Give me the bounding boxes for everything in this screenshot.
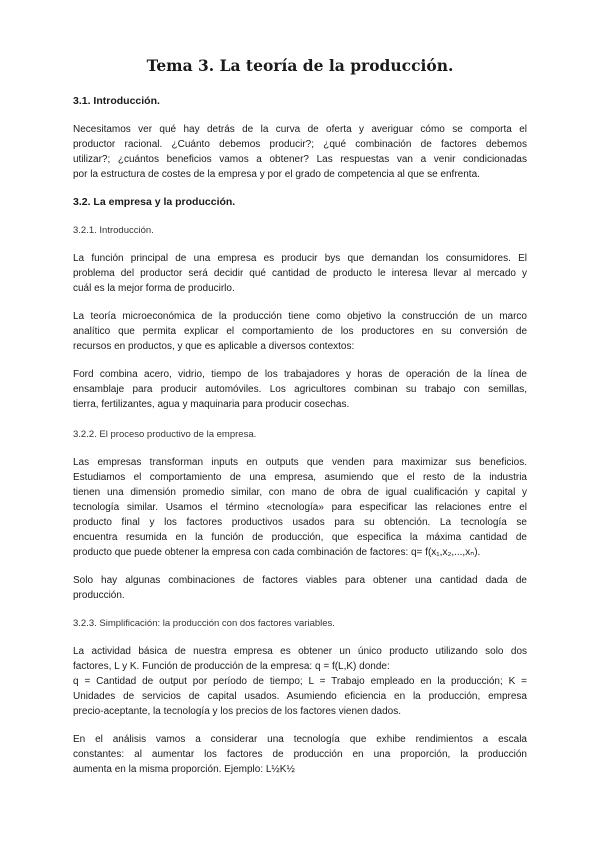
subsection-heading-3-2-2: 3.2.2. El proceso productivo de la empresa. bbox=[73, 429, 257, 440]
paragraph-3-2-1-c bbox=[73, 367, 527, 412]
text-line: Estudiamos el comportamiento de una empresa, asumiendo que el resto de la industria bbox=[73, 472, 527, 483]
paragraph-3-2-3-b bbox=[73, 732, 527, 777]
text-line: producción. bbox=[73, 590, 125, 601]
text-line: ensamblaje para producir automóviles. Los agricultores combinan su trabajo con semillas, bbox=[73, 384, 527, 395]
text-line: Ford combina acero, vidrio, tiempo de los trabajadores y horas de operación de la línea de bbox=[73, 369, 527, 380]
text-line: analítico que permita explicar el comportamiento de los productores en su conversión de bbox=[73, 326, 527, 337]
text-line: tierra, fertilizantes, agua y maquinaria para producir cosechas. bbox=[73, 399, 350, 410]
paragraph-3-2-3-a bbox=[73, 644, 527, 719]
text-line: producto final y los factores productivos usados para su obtención. La tecnología se bbox=[73, 517, 527, 528]
paragraph-3-1 bbox=[73, 122, 527, 182]
text-line: Las empresas transforman inputs en outputs que venden para maximizar sus beneficios. bbox=[73, 457, 527, 468]
text-line: La teoría microeconómica de la producción tiene como objetivo la construcción de un marco bbox=[73, 311, 527, 322]
text-line: Necesitamos ver qué hay detrás de la curva de oferta y averiguar cómo se comporta el bbox=[73, 124, 527, 135]
text-line: Unidades de servicios de capital usados. Asumiendo eficiencia en la producción, empresa bbox=[73, 691, 527, 702]
text-line: precio-aceptante, la tecnología y los precios de los factores vienen dados. bbox=[73, 706, 401, 717]
text-line: productor racional. ¿Cuánto debemos producir?; ¿qué combinación de factores debemos bbox=[73, 139, 527, 150]
text-line: Solo hay algunas combinaciones de factores viables para obtener una cantidad dada de bbox=[73, 575, 527, 586]
text-line: problema del productor será decidir qué cantidad de producto le interesa llevar al mercado y bbox=[73, 268, 527, 279]
text-line: factores, L y K. Función de producción de la empresa: q = f(L,K) donde: bbox=[73, 661, 390, 672]
text-line: La función principal de una empresa es producir bys que demandan los consumidores. El bbox=[73, 253, 527, 264]
text-line: tecnología similar. Usamos el término «tecnología» para especificar las relaciones entre el bbox=[73, 502, 527, 513]
text-line: La actividad básica de nuestra empresa es obtener un único producto utilizando solo dos bbox=[73, 646, 527, 657]
subsection-heading-3-2-1: 3.2.1. Introducción. bbox=[73, 225, 154, 236]
text-line: tienen una dimensión promedio similar, con mano de obra de igual cualificación y capital y bbox=[73, 487, 527, 498]
text-line: q = Cantidad de output por período de tiempo; L = Trabajo empleado en la producción; K = bbox=[73, 676, 527, 687]
paragraph-3-2-1-b bbox=[73, 309, 527, 354]
text-line: constantes: al aumentar los factores de producción en una proporción, la producción bbox=[73, 749, 527, 760]
text-line: En el análisis vamos a considerar una tecnología que exhibe rendimientos a escala bbox=[73, 734, 527, 745]
section-heading-3-2: 3.2. La empresa y la producción. bbox=[73, 196, 236, 208]
paragraph-3-2-1-a bbox=[73, 251, 527, 296]
text-line: encuentra resumida en la función de producción, que especifica la máxima cantidad de bbox=[73, 532, 527, 543]
text-line: utilizar?; ¿cuántos beneficios vamos a obtener? Las respuestas van a venir condicionadas bbox=[73, 154, 527, 165]
subsection-heading-3-2-3: 3.2.3. Simplificación: la producción con dos factores variables. bbox=[73, 618, 335, 629]
document-title: Tema 3. La teoría de la producción. bbox=[146, 56, 454, 75]
text-line: cuál es la mejor forma de producirlo. bbox=[73, 283, 235, 294]
section-heading-3-1: 3.1. Introducción. bbox=[73, 95, 160, 107]
text-line: aumenta en la misma proporción. Ejemplo: L½K½ bbox=[73, 764, 295, 775]
paragraph-3-2-2-b bbox=[73, 573, 527, 603]
paragraph-3-2-2-a bbox=[73, 455, 527, 560]
text-line: producto que puede obtener la empresa con cada combinación de factores: q= f(x₁,x₂,...,xₙ). bbox=[73, 547, 481, 558]
text-line: por la estructura de costes de la empresa y por el grado de competencia al que se enfrenta. bbox=[73, 169, 480, 180]
text-line: recursos en productos, y que es aplicable a diversos contextos: bbox=[73, 341, 355, 352]
